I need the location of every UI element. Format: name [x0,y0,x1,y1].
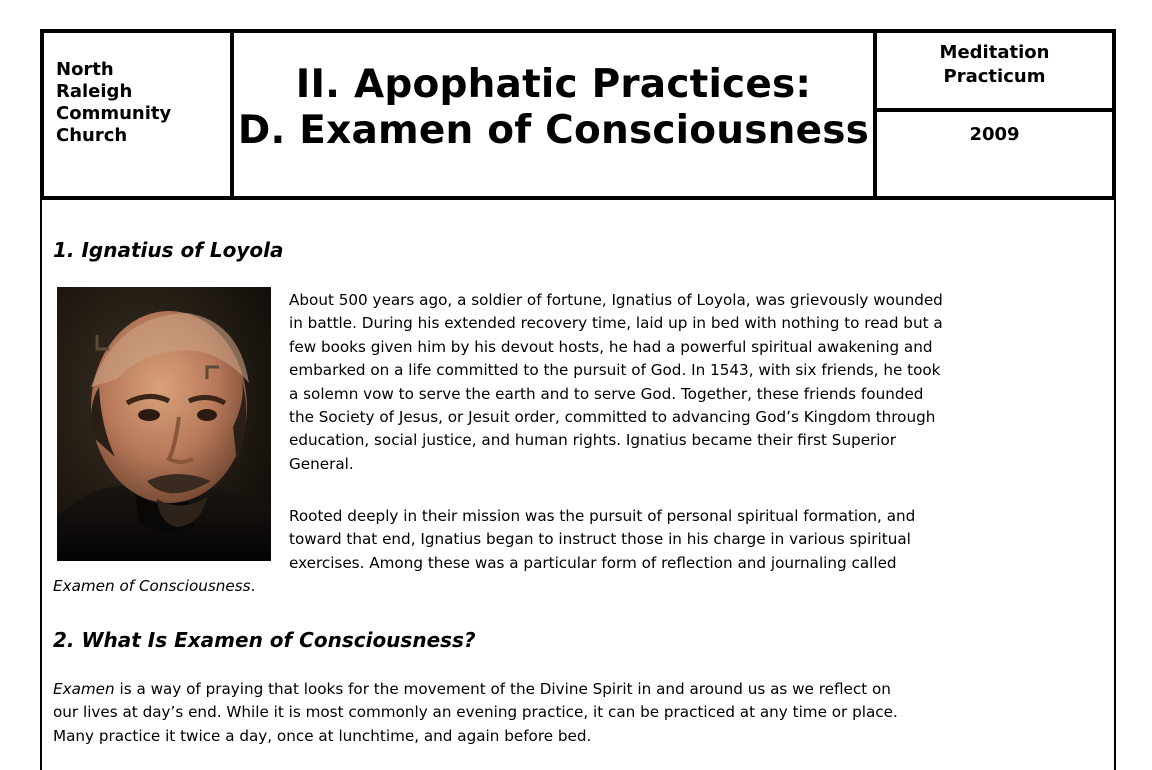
text-line: few books given him by his devout hosts, he had a powerful spiritual awakening and [289,337,933,356]
frame-left-border [40,200,42,770]
title-line-1: II. Apophatic Practices: [295,62,812,107]
practicum-line-1: Meditation [939,42,1050,63]
ignatius-portrait-image [57,287,271,561]
section-1-paragraph-2-tail [53,575,255,598]
text-line: in battle. During his extended recovery time, laid up in bed with nothing to read but a [289,314,943,333]
org-line-4: Church [56,125,128,146]
organization-cell [44,33,234,196]
text-line-rest: is a way of praying that looks for the movement of the Divine Spirit in and around us as we reflect on [114,680,891,698]
year-cell [877,112,1112,196]
text-line: embarked on a life committed to the pursuit of God. In 1543, with six friends, he took [289,361,941,380]
text-line: the Society of Jesus, or Jesuit order, committed to advancing God’s Kingdom through [289,408,936,427]
practicum-line-2: Practicum [943,66,1046,87]
section-1-heading: 1. Ignatius of Loyola [53,238,284,262]
practicum-cell [877,33,1112,112]
title-cell [234,33,877,196]
text-line: exercises. Among these was a particular form of reflection and journaling called [289,553,897,572]
text-line: toward that end, Ignatius began to instruct those in his charge in various spiritual [289,530,911,549]
text-line: Rooted deeply in their mission was the pursuit of personal spiritual formation, and [289,507,916,525]
text-line: a solemn vow to serve the earth and to serve God. Together, these friends founded [289,384,924,403]
text-line [53,678,1093,701]
org-line-2: Raleigh [56,81,133,102]
document-header [40,29,1116,200]
section-1-paragraph-1 [289,289,1099,476]
frame-right-border [1114,200,1116,770]
examen-term: Examen of Consciousness [53,577,251,595]
text-line: our lives at day’s end. While it is most commonly an evening practice, it can be practiced at any time or place. [53,703,898,722]
meta-cell [877,33,1112,196]
section-2-heading: 2. What Is Examen of Consciousness? [53,628,476,652]
title-line-2: D. Examen of Consciousness [237,108,870,153]
text-line: Many practice it twice a day, once at lunchtime, and again before bed. [53,726,592,745]
text-line: General. [289,454,354,473]
org-line-1: North [56,59,114,80]
examen-lead-term: Examen [53,680,115,698]
text-line: About 500 years ago, a soldier of fortune, Ignatius of Loyola, was grievously wounded [289,291,943,309]
section-2-paragraph [53,678,1093,748]
year-label: 2009 [969,124,1020,145]
tail-punctuation: . [250,577,256,595]
section-1-paragraph-2 [289,505,1089,575]
org-line-3: Community [56,103,172,124]
text-line: education, social justice, and human rights. Ignatius became their first Superior [289,431,897,450]
